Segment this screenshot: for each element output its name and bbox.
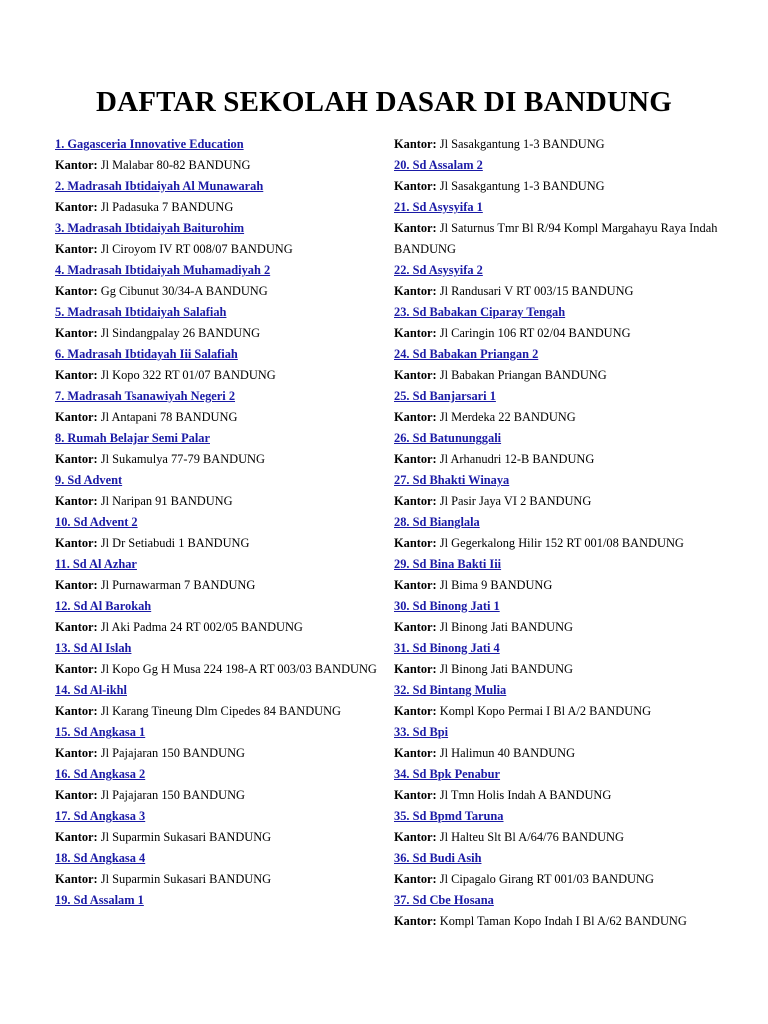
office-label: Kantor:: [394, 452, 437, 466]
address-text: Kompl Kopo Permai I Bl A/2 BANDUNG: [436, 704, 652, 718]
office-address: [394, 491, 754, 512]
office-label: Kantor:: [55, 578, 98, 592]
address-text: Jl Suparmin Sukasari BANDUNG: [97, 872, 272, 886]
office-address: [55, 869, 385, 890]
page-title: DAFTAR SEKOLAH DASAR DI BANDUNG: [95, 86, 673, 118]
office-address: [394, 575, 754, 596]
school-link[interactable]: 27. Sd Bhakti Winaya: [394, 473, 510, 487]
school-link[interactable]: 7. Madrasah Tsanawiyah Negeri 2: [55, 389, 236, 403]
office-address: [394, 869, 754, 890]
school-link[interactable]: 13. Sd Al Islah: [55, 641, 132, 655]
school-link[interactable]: 2. Madrasah Ibtidaiyah Al Munawarah: [55, 179, 264, 193]
address-text: Jl Naripan 91 BANDUNG: [97, 494, 233, 508]
school-link[interactable]: 24. Sd Babakan Priangan 2: [394, 347, 539, 361]
office-label: Kantor:: [394, 704, 437, 718]
address-text: Jl Binong Jati BANDUNG: [436, 620, 573, 634]
office-address: [55, 827, 385, 848]
school-link[interactable]: 19. Sd Assalam 1: [55, 893, 144, 907]
school-link[interactable]: 1. Gagasceria Innovative Education: [55, 137, 244, 151]
office-address: [394, 449, 754, 470]
address-text: Jl Babakan Priangan BANDUNG: [436, 368, 607, 382]
office-label: Kantor:: [394, 326, 437, 340]
office-address: [394, 785, 754, 806]
office-label: Kantor:: [394, 368, 437, 382]
office-address: [394, 176, 754, 197]
address-text: Jl Padasuka 7 BANDUNG: [97, 200, 234, 214]
office-label: Kantor:: [55, 368, 98, 382]
office-address: [55, 449, 385, 470]
school-link[interactable]: 23. Sd Babakan Ciparay Tengah: [394, 305, 566, 319]
office-address: [394, 701, 754, 722]
school-link[interactable]: 37. Sd Cbe Hosana: [394, 893, 494, 907]
office-label: Kantor:: [394, 662, 437, 676]
office-label: Kantor:: [394, 536, 437, 550]
address-text: Jl Pajajaran 150 BANDUNG: [97, 788, 245, 802]
office-label: Kantor:: [55, 452, 98, 466]
school-link[interactable]: 6. Madrasah Ibtidayah Iii Salafiah: [55, 347, 238, 361]
address-text: Jl Cipagalo Girang RT 001/03 BANDUNG: [436, 872, 654, 886]
address-text: Jl Bima 9 BANDUNG: [436, 578, 553, 592]
office-label: Kantor:: [394, 788, 437, 802]
office-label: Kantor:: [394, 137, 437, 151]
address-text: Jl Kopo Gg H Musa 224 198-A RT 003/03 BANDUNG: [97, 662, 377, 676]
office-label: Kantor:: [55, 830, 98, 844]
school-link[interactable]: 3. Madrasah Ibtidaiyah Baiturohim: [55, 221, 245, 235]
office-address: [55, 701, 385, 722]
office-label: Kantor:: [55, 620, 98, 634]
address-text: Jl Suparmin Sukasari BANDUNG: [97, 830, 272, 844]
school-link[interactable]: 35. Sd Bpmd Taruna: [394, 809, 504, 823]
address-text: Jl Pajajaran 150 BANDUNG: [97, 746, 245, 760]
office-address: [394, 911, 754, 932]
address-text: Jl Binong Jati BANDUNG: [436, 662, 573, 676]
office-label: Kantor:: [394, 872, 437, 886]
school-link[interactable]: 20. Sd Assalam 2: [394, 158, 483, 172]
school-link[interactable]: 15. Sd Angkasa 1: [55, 725, 146, 739]
office-label: Kantor:: [55, 284, 98, 298]
office-address: [55, 323, 385, 344]
office-address: [55, 785, 385, 806]
office-label: Kantor:: [55, 662, 98, 676]
school-link[interactable]: 30. Sd Binong Jati 1: [394, 599, 500, 613]
office-label: Kantor:: [394, 284, 437, 298]
office-label: Kantor:: [394, 179, 437, 193]
office-address: [394, 407, 754, 428]
office-address: [55, 197, 385, 218]
office-label: Kantor:: [394, 746, 437, 760]
office-address: [55, 617, 385, 638]
address-text: Jl Pasir Jaya VI 2 BANDUNG: [436, 494, 592, 508]
office-address: [394, 743, 754, 764]
address-text: Jl Kopo 322 RT 01/07 BANDUNG: [97, 368, 276, 382]
office-address: [394, 134, 754, 155]
school-link[interactable]: 12. Sd Al Barokah: [55, 599, 152, 613]
address-text: Jl Karang Tineung Dlm Cipedes 84 BANDUNG: [97, 704, 342, 718]
office-address: [55, 533, 385, 554]
office-label: Kantor:: [394, 914, 437, 928]
school-link[interactable]: 33. Sd Bpi: [394, 725, 449, 739]
school-link[interactable]: 28. Sd Bianglala: [394, 515, 480, 529]
school-link[interactable]: 29. Sd Bina Bakti Iii: [394, 557, 502, 571]
office-label: Kantor:: [394, 830, 437, 844]
school-link[interactable]: 22. Sd Asysyifa 2: [394, 263, 483, 277]
address-text: Jl Randusari V RT 003/15 BANDUNG: [436, 284, 634, 298]
office-label: Kantor:: [55, 704, 98, 718]
address-text: Jl Antapani 78 BANDUNG: [97, 410, 238, 424]
school-link[interactable]: 16. Sd Angkasa 2: [55, 767, 146, 781]
school-link[interactable]: 18. Sd Angkasa 4: [55, 851, 146, 865]
school-link[interactable]: 9. Sd Advent: [55, 473, 123, 487]
address-text: Jl Halteu Slt Bl A/64/76 BANDUNG: [436, 830, 624, 844]
address-text: Jl Sasakgantung 1-3 BANDUNG: [436, 179, 605, 193]
office-address: [55, 743, 385, 764]
address-text: Jl Aki Padma 24 RT 002/05 BANDUNG: [97, 620, 303, 634]
address-text: Jl Arhanudri 12-B BANDUNG: [436, 452, 595, 466]
school-link[interactable]: 34. Sd Bpk Penabur: [394, 767, 501, 781]
address-text: Jl Malabar 80-82 BANDUNG: [97, 158, 251, 172]
office-label: Kantor:: [394, 494, 437, 508]
office-label: Kantor:: [55, 494, 98, 508]
school-link[interactable]: 10. Sd Advent 2: [55, 515, 138, 529]
office-label: Kantor:: [394, 221, 437, 235]
office-label: Kantor:: [55, 788, 98, 802]
office-address: [55, 239, 385, 260]
office-address: [394, 218, 754, 260]
school-link[interactable]: 31. Sd Binong Jati 4: [394, 641, 500, 655]
school-link[interactable]: 17. Sd Angkasa 3: [55, 809, 146, 823]
office-address: [55, 155, 385, 176]
address-text: Jl Halimun 40 BANDUNG: [436, 746, 576, 760]
office-address: [394, 617, 754, 638]
office-address: [55, 407, 385, 428]
office-label: Kantor:: [55, 200, 98, 214]
office-address: [394, 365, 754, 386]
office-address: [55, 659, 385, 680]
office-label: Kantor:: [55, 326, 98, 340]
office-label: Kantor:: [394, 620, 437, 634]
school-link[interactable]: 26. Sd Batununggali: [394, 431, 502, 445]
school-link[interactable]: 5. Madrasah Ibtidaiyah Salafiah: [55, 305, 227, 319]
address-text: Jl Sindangpalay 26 BANDUNG: [97, 326, 261, 340]
office-label: Kantor:: [394, 410, 437, 424]
right-column: [394, 134, 754, 932]
office-address: [55, 281, 385, 302]
address-text: Gg Cibunut 30/34-A BANDUNG: [97, 284, 268, 298]
left-column: [55, 134, 385, 911]
office-address: [394, 659, 754, 680]
school-link[interactable]: 21. Sd Asysyifa 1: [394, 200, 483, 214]
office-address: [394, 323, 754, 344]
school-link[interactable]: 8. Rumah Belajar Semi Palar: [55, 431, 210, 445]
office-label: Kantor:: [55, 242, 98, 256]
address-text: Kompl Taman Kopo Indah I Bl A/62 BANDUNG: [436, 914, 687, 928]
office-label: Kantor:: [55, 536, 98, 550]
address-text: Jl Purnawarman 7 BANDUNG: [97, 578, 256, 592]
address-text: Jl Sasakgantung 1-3 BANDUNG: [436, 137, 605, 151]
address-text: Jl Merdeka 22 BANDUNG: [436, 410, 576, 424]
school-link[interactable]: 32. Sd Bintang Mulia: [394, 683, 507, 697]
office-label: Kantor:: [394, 578, 437, 592]
office-address: [394, 533, 754, 554]
school-link[interactable]: 25. Sd Banjarsari 1: [394, 389, 496, 403]
address-text: Jl Gegerkalong Hilir 152 RT 001/08 BANDUNG: [436, 536, 684, 550]
office-label: Kantor:: [55, 410, 98, 424]
address-text: Jl Saturnus Tmr Bl R/94 Kompl Margahayu Raya Indah BANDUNG: [394, 221, 718, 256]
office-label: Kantor:: [55, 746, 98, 760]
school-link[interactable]: 14. Sd Al-ikhl: [55, 683, 127, 697]
school-link[interactable]: 4. Madrasah Ibtidaiyah Muhamadiyah 2: [55, 263, 271, 277]
address-text: Jl Dr Setiabudi 1 BANDUNG: [97, 536, 250, 550]
office-address: [55, 575, 385, 596]
school-link[interactable]: 36. Sd Budi Asih: [394, 851, 482, 865]
address-text: Jl Ciroyom IV RT 008/07 BANDUNG: [97, 242, 293, 256]
office-address: [55, 491, 385, 512]
school-link[interactable]: 11. Sd Al Azhar: [55, 557, 137, 571]
address-text: Jl Sukamulya 77-79 BANDUNG: [97, 452, 265, 466]
office-address: [394, 827, 754, 848]
address-text: Jl Caringin 106 RT 02/04 BANDUNG: [436, 326, 631, 340]
office-label: Kantor:: [55, 158, 98, 172]
office-label: Kantor:: [55, 872, 98, 886]
office-address: [394, 281, 754, 302]
address-text: Jl Tmn Holis Indah A BANDUNG: [436, 788, 612, 802]
office-address: [55, 365, 385, 386]
